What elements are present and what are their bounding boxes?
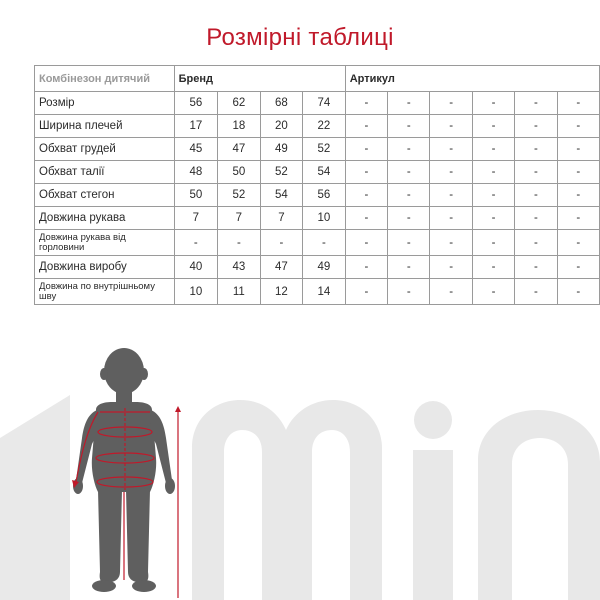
measure-value: -	[345, 92, 387, 115]
measure-value: -	[515, 138, 557, 161]
product-name-cell: Комбінезон дитячий	[35, 66, 175, 92]
measure-value: -	[345, 115, 387, 138]
measure-label: Довжина виробу	[35, 256, 175, 279]
measure-value: -	[515, 161, 557, 184]
measure-value: 68	[260, 92, 303, 115]
measure-label: Довжина рукава	[35, 207, 175, 230]
measure-value: 7	[218, 207, 261, 230]
measure-value: -	[472, 256, 514, 279]
measure-value: 22	[303, 115, 346, 138]
measure-value: -	[345, 161, 387, 184]
table-row	[35, 256, 600, 279]
measure-value: -	[388, 161, 430, 184]
measure-value: -	[430, 256, 472, 279]
measure-value: -	[472, 161, 514, 184]
measure-value: -	[430, 115, 472, 138]
measure-value: 52	[218, 184, 261, 207]
measure-value: -	[557, 92, 599, 115]
measure-value: 12	[260, 279, 303, 305]
measure-value: -	[557, 207, 599, 230]
measure-value: 48	[174, 161, 218, 184]
measure-value: -	[515, 92, 557, 115]
measure-value: 47	[260, 256, 303, 279]
measure-value: -	[388, 279, 430, 305]
table-row	[35, 92, 600, 115]
measure-value: 62	[218, 92, 261, 115]
measure-value: -	[557, 161, 599, 184]
measure-value: -	[388, 115, 430, 138]
measure-value: -	[345, 207, 387, 230]
measure-value: -	[557, 256, 599, 279]
measure-label: Розмір	[35, 92, 175, 115]
measure-label: Обхват грудей	[35, 138, 175, 161]
measure-value: -	[472, 184, 514, 207]
measure-value: -	[174, 230, 218, 256]
measure-value: -	[430, 279, 472, 305]
table-row	[35, 138, 600, 161]
measure-value: 7	[260, 207, 303, 230]
measure-value: -	[557, 230, 599, 256]
measure-value: -	[472, 138, 514, 161]
measure-value: 74	[303, 92, 346, 115]
measure-value: 47	[218, 138, 261, 161]
measure-value: -	[557, 184, 599, 207]
measure-value: -	[515, 256, 557, 279]
article-header-cell: Артикул	[345, 66, 599, 92]
measure-value: -	[430, 92, 472, 115]
measure-value: -	[557, 115, 599, 138]
measure-label: Довжина по внутрішньому шву	[35, 279, 175, 305]
measure-value: -	[388, 138, 430, 161]
measure-value: -	[345, 138, 387, 161]
measure-value: -	[557, 279, 599, 305]
measure-value: -	[218, 230, 261, 256]
measure-label: Довжина рукава від горловини	[35, 230, 175, 256]
measure-value: -	[557, 138, 599, 161]
measure-value: -	[388, 207, 430, 230]
measure-value: -	[430, 138, 472, 161]
measure-value: 17	[174, 115, 218, 138]
measure-value: -	[515, 207, 557, 230]
table-row	[35, 230, 600, 256]
measure-value: 56	[303, 184, 346, 207]
measure-value: 45	[174, 138, 218, 161]
measure-value: -	[472, 279, 514, 305]
measure-value: -	[515, 230, 557, 256]
measure-value: 49	[303, 256, 346, 279]
size-table	[34, 65, 600, 305]
measure-value: 52	[303, 138, 346, 161]
measure-value: 10	[174, 279, 218, 305]
table-row	[35, 115, 600, 138]
measure-value: 54	[303, 161, 346, 184]
measure-value: 40	[174, 256, 218, 279]
measure-value: -	[515, 115, 557, 138]
measure-value: 14	[303, 279, 346, 305]
measure-value: -	[472, 230, 514, 256]
measure-value: -	[388, 256, 430, 279]
measure-value: -	[515, 279, 557, 305]
measure-value: -	[388, 184, 430, 207]
measure-label: Обхват стегон	[35, 184, 175, 207]
measure-value: -	[388, 230, 430, 256]
measure-value: -	[345, 184, 387, 207]
measure-value: -	[260, 230, 303, 256]
measure-value: 18	[218, 115, 261, 138]
measure-value: -	[430, 207, 472, 230]
measure-value: -	[345, 279, 387, 305]
measure-value: 43	[218, 256, 261, 279]
measure-value: -	[515, 184, 557, 207]
measure-value: 49	[260, 138, 303, 161]
measure-value: -	[430, 230, 472, 256]
measure-value: -	[472, 92, 514, 115]
table-header-row	[35, 66, 600, 92]
measure-value: -	[472, 115, 514, 138]
page-title: Розмірні таблиці	[206, 24, 394, 51]
measure-value: 54	[260, 184, 303, 207]
table-row	[35, 161, 600, 184]
measure-value: -	[345, 230, 387, 256]
measure-value: 7	[174, 207, 218, 230]
measure-value: -	[430, 184, 472, 207]
size-illustration	[0, 340, 600, 600]
table-row	[35, 279, 600, 305]
measure-value: -	[472, 207, 514, 230]
table-row	[35, 184, 600, 207]
measure-value: 11	[218, 279, 261, 305]
table-row	[35, 207, 600, 230]
measure-value: -	[388, 92, 430, 115]
measure-value: 56	[174, 92, 218, 115]
measure-value: 52	[260, 161, 303, 184]
brand-header-cell: Бренд	[174, 66, 345, 92]
measure-value: 10	[303, 207, 346, 230]
measure-value: -	[430, 161, 472, 184]
measure-label: Обхват талії	[35, 161, 175, 184]
measure-value: -	[345, 256, 387, 279]
measure-label: Ширина плечей	[35, 115, 175, 138]
measure-value: 20	[260, 115, 303, 138]
measure-value: -	[303, 230, 346, 256]
measure-value: 50	[218, 161, 261, 184]
measure-value: 50	[174, 184, 218, 207]
